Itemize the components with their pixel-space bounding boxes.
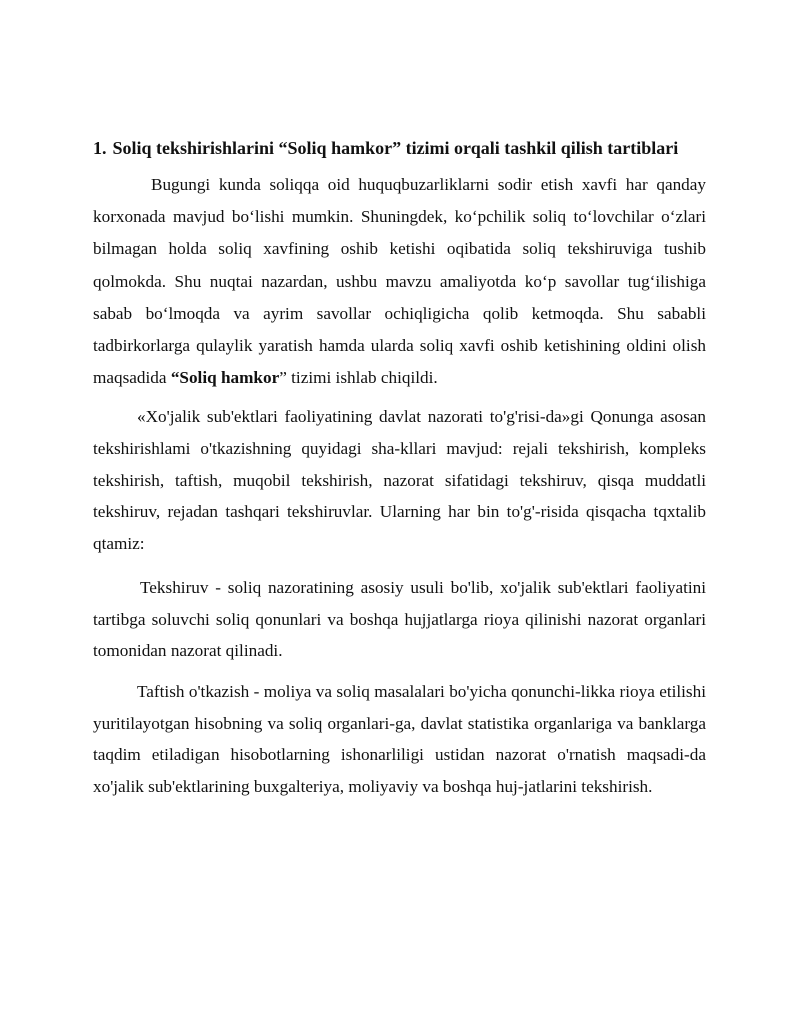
paragraph-taftish: Taftish o'tkazish - moliya va soliq masalalari bo'yicha qonunchi-likka rioya etilishi yuritilayotgan hisobning va soliq organlari-ga, davlat statistika organlariga va banklarga taqdim etiladigan hisobotlarning ishonarliligi ustidan nazorat o'rnatish maqsadi-da xo'jalik sub'ektlarining buxgalteriya, moliyaviy va boshqa huj-jatlarini tekshirish. (93, 682, 706, 796)
paragraph-intro-text: Bugungi kunda soliqqa oid huquqbuzarliklarni sodir etish xavfi har qanday korxonada mavjud bo‘lishi mumkin. Shuningdek, ko‘pchilik soliq to‘lovchilar o‘zlari bilmagan holda soliq xavfining oshib ketishi oqibatida soliq tekshiruviga tushib qolmokda. Shu nuqtai nazardan, ushbu mavzu amaliyotda ko‘p savollar tug‘ilishiga sabab bo‘lmoqda va ayrim savollar ochiqligicha qolib ketmoqda. Shu sababli tadbirkorlarga qulaylik yaratish hamda ularda soliq xavfi oshib ketishining oldini olish maqsadida (93, 175, 706, 388)
soliq-hamkor-bold: “Soliq hamkor (170, 368, 280, 388)
section-heading (93, 133, 706, 164)
section-number: 1. (93, 138, 107, 158)
paragraph-tekshiruv: Tekshiruv - soliq nazoratining asosiy usuli bo'lib, xo'jalik sub'ektlari faoliyatini tartibga soluvchi soliq qonunlari va boshqa hujjatlarga rioya qilinishi nazorat organlari tomonidan nazorat qilinadi. (93, 578, 706, 660)
paragraph-intro (93, 169, 706, 394)
section-title: Soliq tekshirishlarini “Soliq hamkor” tizimi orqali tashkil qilish tartiblari (112, 138, 679, 158)
paragraph-intro-end: ” tizimi ishlab chiqildi. (279, 368, 438, 388)
document-page (93, 133, 706, 802)
paragraph-law: «Xo'jalik sub'ektlari faoliyatining davlat nazorati to'g'risi-da»gi Qonunga asosan tekshirishlami o'tkazishning quyidagi sha-kllari mavjud: rejali tekshirish, kompleks tekshirish, taftish, muqobil tekshirish, nazorat sifatidagi tekshiruv, qisqa muddatli tekshiruv, rejadan tashqari tekshiruvlar. Ularning har bin to'g'-risida qisqacha tqxtalib qtamiz: (93, 407, 706, 553)
